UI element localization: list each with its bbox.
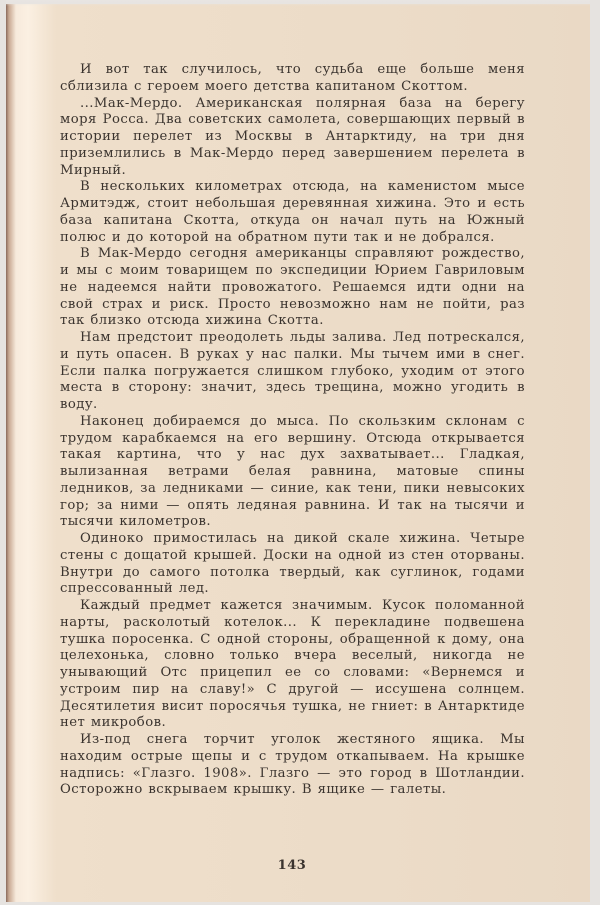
body-text xyxy=(60,62,525,799)
paragraph: Одиноко примостилась на дикой скале хижина. Четыре стены с дощатой крышей. Доски на одной из стен оторваны. Внутри до самого потолка твердый, как суглинок, годами спрессованный лед. xyxy=(60,531,525,597)
paragraph: В Мак-Мердо сегодня американцы справляют рождество, и мы с моим товарищем по экспедиции Юрием Гавриловым не надеемся найти провожатого. Решаемся идти одни на свой страх и риск. Просто невозможно нам не пойти, раз так близко отсюда хижина Скотта. xyxy=(60,246,525,329)
paragraph: В нескольких километрах отсюда, на каменистом мысе Армитэдж, стоит небольшая деревянная хижина. Это и есть база капитана Скотта, откуда он начал путь на Южный полюс и до которой на обратном пути так и не добрался. xyxy=(60,179,525,245)
paragraph: ...Мак-Мердо. Американская полярная база на берегу моря Росса. Два советских самолета, совершающих первый в истории перелет из Москвы в Антарктиду, на три дня приземлились в Мак-Мердо перед завершением перелета в Мирный. xyxy=(60,95,525,178)
paragraph: Из-под снега торчит уголок жестяного ящика. Мы находим острые щепы и с трудом откапываем. На крышке надпись: «Глазго. 1908». Глазго — это город в Шотландии. Осторожно вскрываем крышку. В ящике — галеты. xyxy=(60,732,525,798)
paragraph: Наконец добираемся до мыса. По скользким склонам с трудом карабкаемся на его вершину. Отсюда открывается такая картина, что у нас дух захватывает... Гладкая, вылизанная ветрами белая равнина, матовые спины ледников, за ледниками — синие, как тени, пики невысоких гор; за ними — опять ледяная равнина. И так на тысячи и тысячи километров. xyxy=(60,413,525,530)
paragraph: Каждый предмет кажется значимым. Кусок поломанной нарты, расколотый котелок... К перекладине подвешена тушка поросенка. С одной стороны, обращенной к дому, она целехонька, словно только вчера веселый, никогда не унывающий Отс прицепил ее со словами: «Вернемся и устроим пир на славу!» С другой — иссушена солнцем. Десятилетия висит поросячья тушка, не гниет: в Антарктиде нет микробов. xyxy=(60,598,525,731)
paragraph: И вот так случилось, что судьба еще больше меня сблизила с героем моего детства капитаном Скоттом. xyxy=(60,62,525,94)
page-top-shadow xyxy=(6,0,590,6)
paragraph: Нам предстоит преодолеть льды залива. Лед потрескался, и путь опасен. В руках у нас палки. Мы тычем ими в снег. Если палка погружается слишком глубоко, уходим от этого места в сторону: значит, здесь трещина, можно угодить в воду. xyxy=(60,330,525,412)
page-number: 143 xyxy=(277,858,307,873)
